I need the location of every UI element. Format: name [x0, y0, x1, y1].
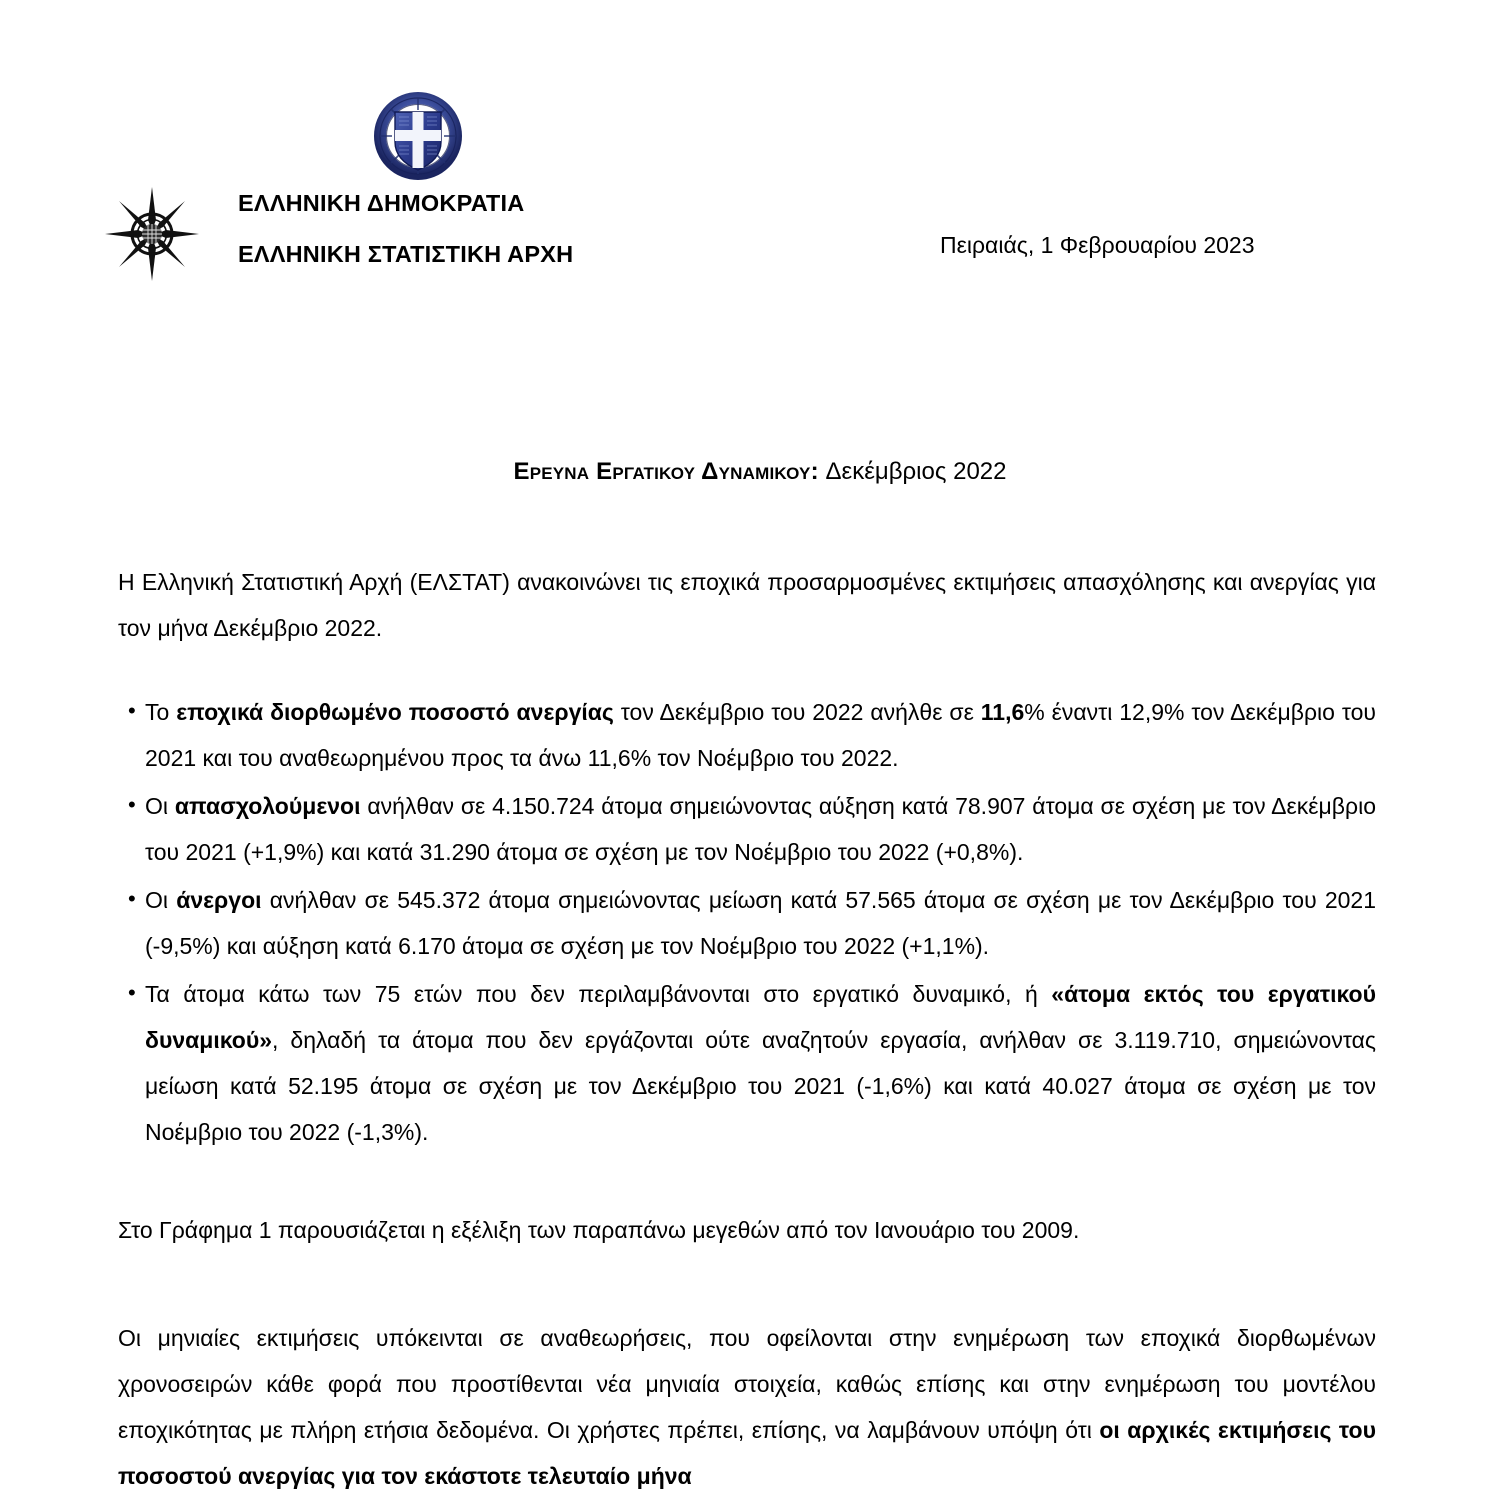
page-title-survey-name: Ερευνα Εργατικου Δυναμικου: — [513, 458, 819, 485]
revisions-note-paragraph — [118, 1315, 1376, 1499]
page-title — [118, 458, 1376, 487]
bullet-text-pre: Οι — [145, 886, 177, 913]
bullet-text-pre: Το — [145, 698, 177, 725]
intro-paragraph: Η Ελληνική Στατιστική Αρχή (ΕΛΣΤΑΤ) ανακοινώνει τις εποχικά προσαρμοσμένες εκτιμήσεις απασχόλησης και ανεργίας για τον μήνα Δεκέμβριο 2022. — [118, 568, 1376, 641]
page-title-period: Δεκέμβριος 2022 — [825, 458, 1007, 485]
bullet-text-pre: Τα άτομα κάτω των 75 ετών που δεν περιλαμβάνονται στο εργατικό δυναμικό, ή — [145, 980, 1052, 1007]
bullet-text-post: % έναντι 12,9% τον Δεκέμβριο του 2021 και του αναθεωρημένου προς τα άνω 11,6% τον Νοέμβριο του 2022. — [145, 698, 1376, 771]
issue-date: Πειραιάς, 1 Φεβρουαρίου 2023 — [940, 232, 1255, 258]
list-item — [118, 877, 1376, 969]
bullet-text-bold-value: 11,6 — [980, 698, 1025, 725]
org-name-statistical-authority: ΕΛΛΗΝΙΚΗ ΣΤΑΤΙΣΤΙΚΗ ΑΡΧΗ — [238, 240, 574, 267]
bullet-text-bold: εποχικά διορθωμένο ποσοστό ανεργίας — [176, 698, 614, 725]
bullet-text-post: , δηλαδή τα άτομα που δεν εργάζονται ούτε αναζητούν εργασία, ανήλθαν σε 3.119.710, σημειώνοντας μείωση κατά 52.195 άτομα σε σχέση με τον Δεκέμβριο του 2021 (-1,6%) και κατά 40.027 άτομα σε σχέση με τον Νοέμβριο του 2022 (-1,3%). — [145, 1026, 1376, 1145]
elstat-compass-star-icon — [104, 186, 200, 282]
bullet-text-pre: Οι — [145, 792, 175, 819]
org-name-republic: ΕΛΛΗΝΙΚΗ ΔΗΜΟΚΡΑΤΙΑ — [238, 190, 525, 216]
greek-coat-of-arms-icon — [372, 92, 464, 184]
bullet-text-bold: απασχολούμενοι — [174, 792, 361, 819]
bullet-text-mid: τον Δεκέμβριο του 2022 ανήλθε σε — [613, 698, 981, 725]
revisions-note-bold: οι αρχικές εκτιμήσεις του ποσοστού ανεργίας για τον εκάστοτε τελευταίο μήνα — [118, 1416, 1376, 1489]
organisation-names — [238, 192, 758, 293]
revisions-note-lead: Οι μηνιαίες εκτιμήσεις υπόκεινται σε αναθεωρήσεις, που οφείλονται στην ενημέρωση των εποχικά διορθωμένων χρονοσειρών κάθε φορά που προστίθενται νέα μηνιαία στοιχεία, καθώς επίσης και στην ενημέρωση του μοντέλου εποχικότητας με πλήρη ετήσια δεδομένα. Οι χρήστες πρέπει, επίσης, να λαμβάνουν υπόψη ότι — [118, 1324, 1376, 1443]
bullet-text-bold: «άτομα εκτός του εργατικού δυναμικού» — [145, 980, 1376, 1053]
spacer — [118, 1157, 1376, 1207]
document-header — [0, 0, 1500, 300]
key-findings-list — [118, 689, 1376, 1155]
document-body — [118, 458, 1376, 1511]
spacer — [118, 1265, 1376, 1315]
list-item — [118, 689, 1376, 781]
list-item — [118, 971, 1376, 1155]
bullet-text-post: ανήλθαν σε 545.372 άτομα σημειώνοντας μείωση κατά 57.565 άτομα σε σχέση με τον Δεκέμβριο του 2021 (-9,5%) και αύξηση κατά 6.170 άτομα σε σχέση με τον Νοέμβριο του 2022 (+1,1%). — [145, 886, 1377, 959]
chart-reference-paragraph: Στο Γράφημα 1 παρουσιάζεται η εξέλιξη των παραπάνω μεγεθών από τον Ιανουάριο του 2009. — [118, 1216, 1080, 1243]
list-item — [118, 783, 1376, 875]
bullet-text-post: ανήλθαν σε 4.150.724 άτομα σημειώνοντας αύξηση κατά 78.907 άτομα σε σχέση με τον Δεκέμβριο του 2021 (+1,9%) και κατά 31.290 άτομα σε σχέση με τον Νοέμβριο του 2022 (+0,8%). — [145, 792, 1377, 865]
spacer — [118, 663, 1376, 689]
bullet-text-bold: άνεργοι — [176, 886, 262, 913]
